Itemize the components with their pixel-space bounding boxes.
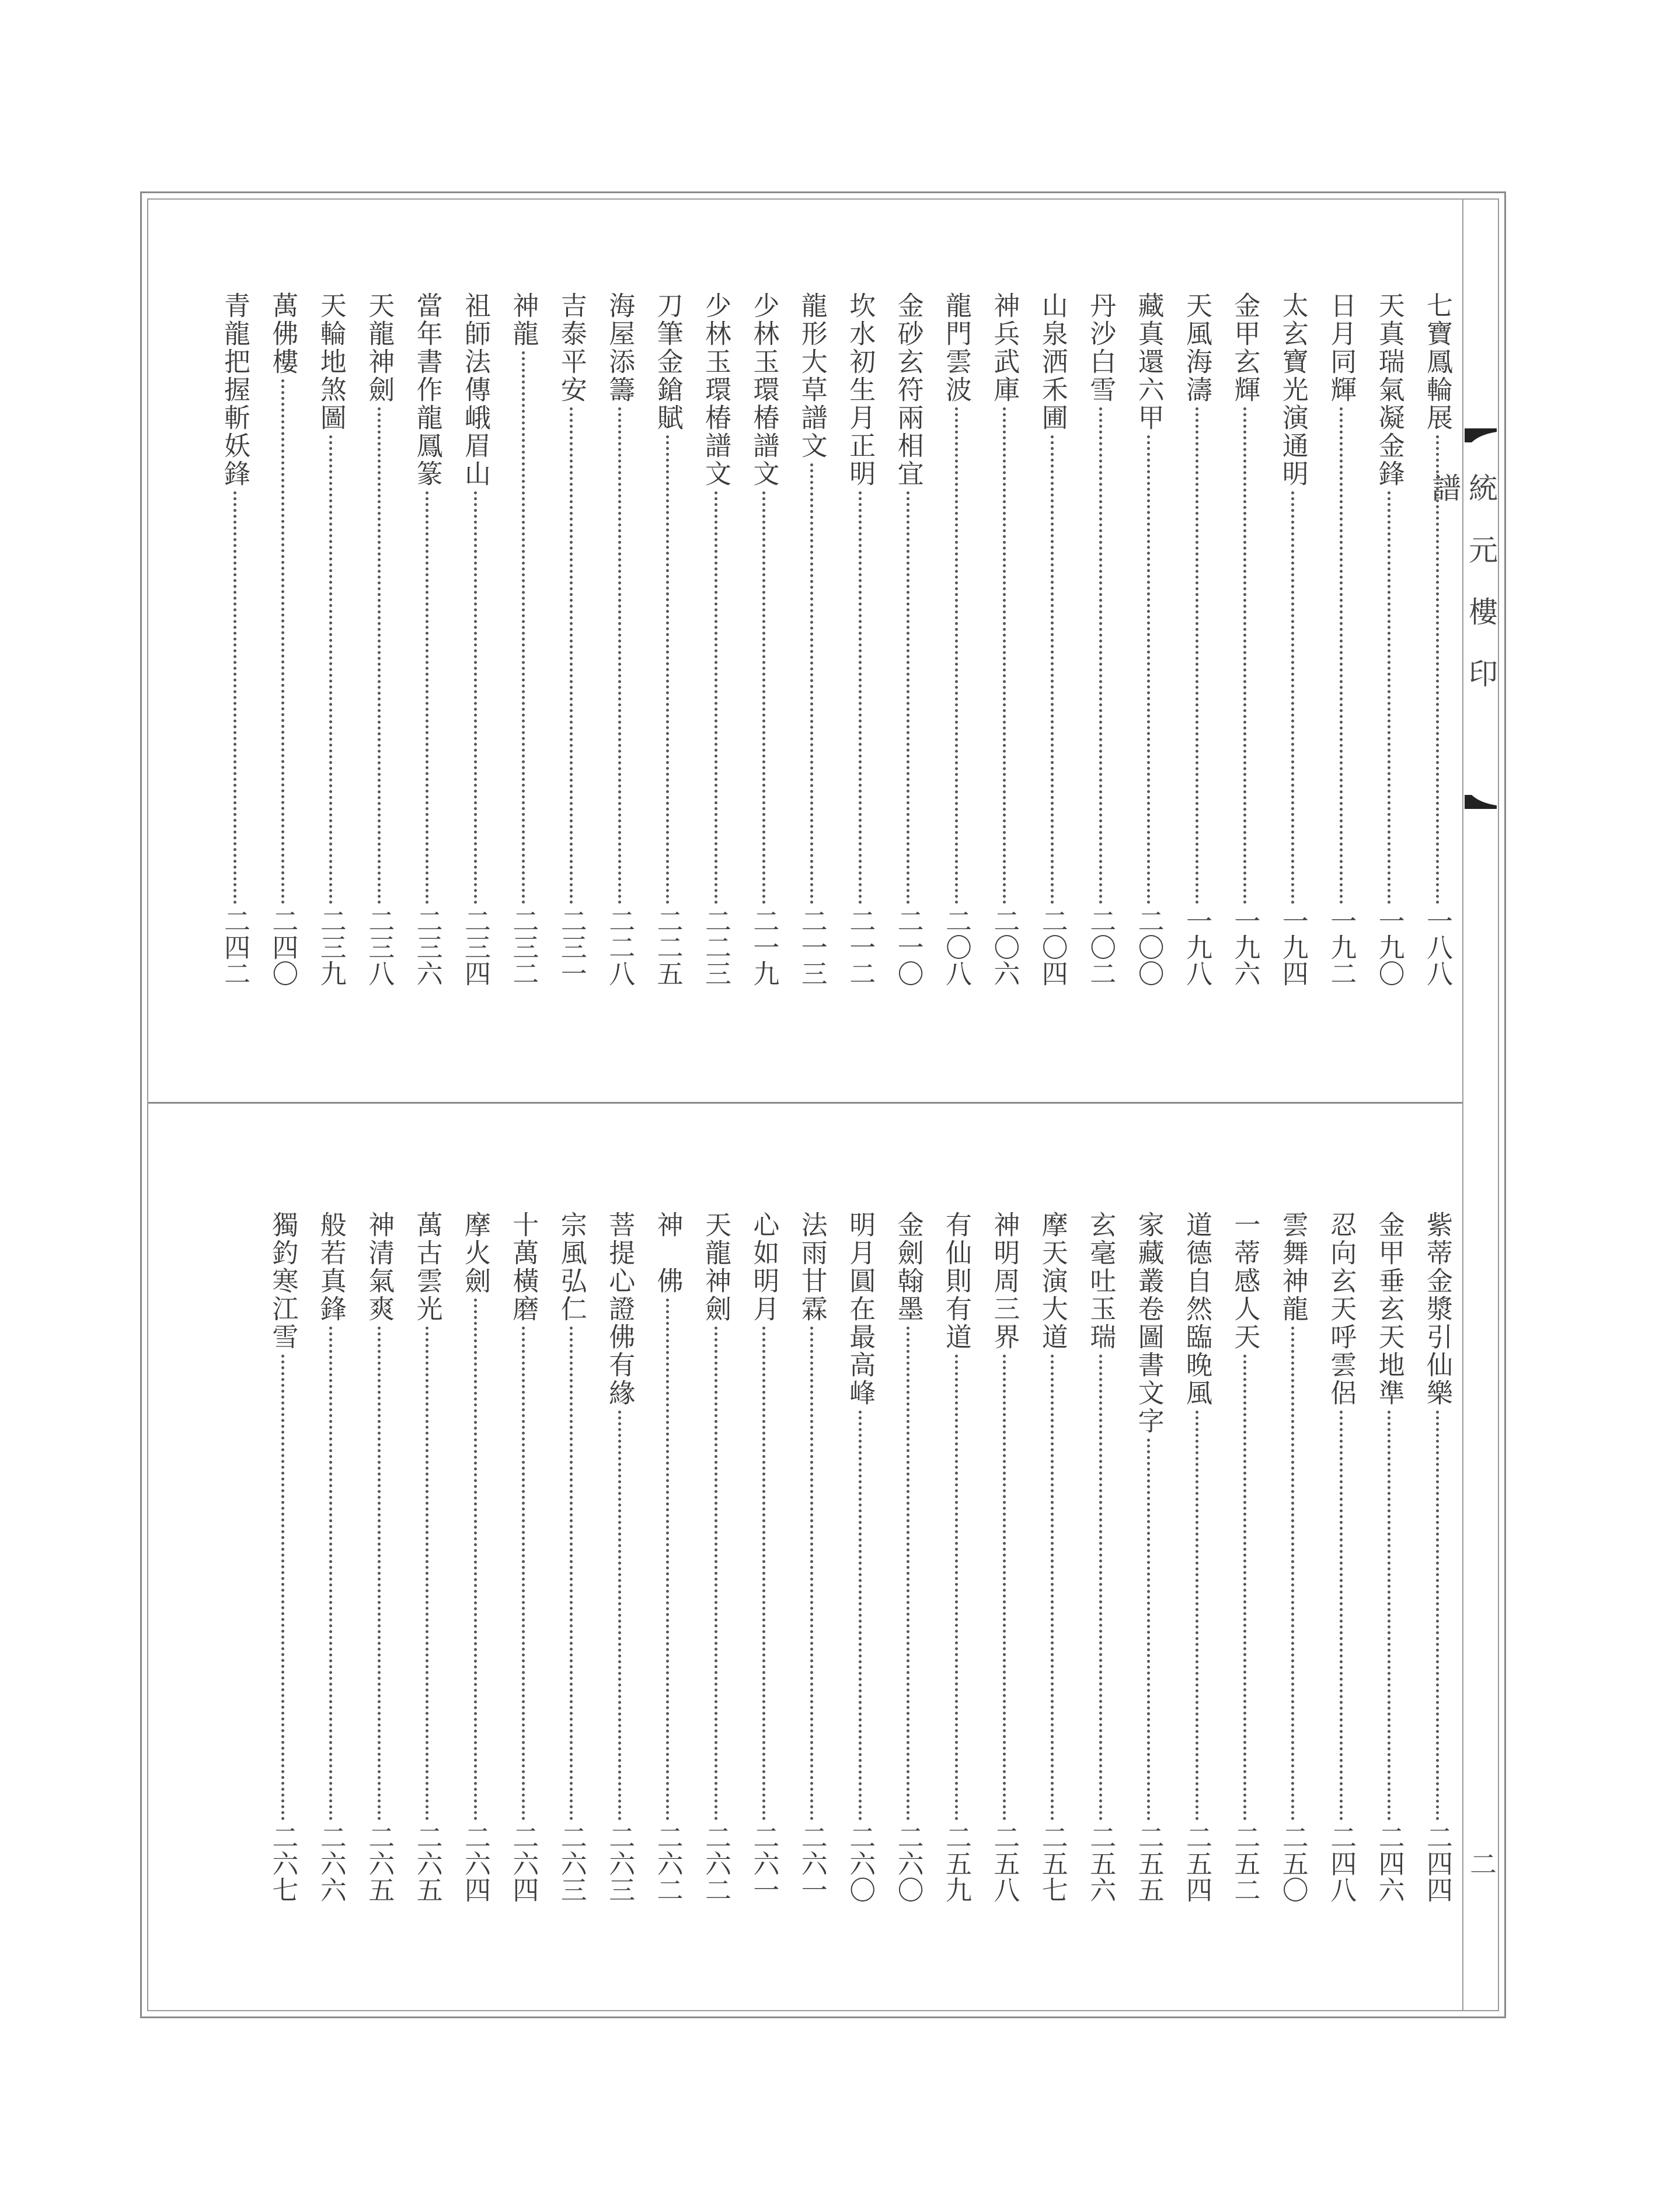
toc-entry [1375, 292, 1404, 986]
toc-entry-page: 二五〇 [1277, 1824, 1309, 1903]
toc-entry-title: 天龍神劍 [700, 1211, 731, 1323]
toc-entry-title: 祖師法傳峨眉山 [460, 292, 491, 488]
dot-leader [1051, 1355, 1054, 1820]
toc-entry [701, 1211, 730, 1903]
toc-entry-page: 二六五 [412, 1824, 443, 1903]
dot-leader [1340, 407, 1343, 904]
toc-entry [1134, 1211, 1163, 1903]
dot-leader [329, 1327, 332, 1820]
toc-entry-page: 二四六 [1374, 1824, 1405, 1903]
toc-entry [1086, 292, 1115, 986]
dot-leader [1243, 407, 1246, 904]
dot-leader [1147, 435, 1150, 904]
toc-entry [749, 1211, 778, 1903]
toc-entry-title: 日月同輝 [1326, 292, 1357, 404]
dot-leader [233, 491, 236, 904]
dot-leader [281, 1355, 284, 1820]
dot-leader [859, 1411, 862, 1820]
toc-entry [316, 292, 346, 986]
toc-entry [605, 292, 634, 986]
toc-entry-title: 龍形大草譜文 [796, 292, 828, 460]
toc-entry-title: 摩火劍 [460, 1211, 491, 1295]
toc-entry-title: 金砂玄符兩相宜 [893, 292, 924, 488]
toc-entry [413, 1211, 442, 1903]
page-number: 二 [1466, 1850, 1497, 1877]
toc-entry-page: 二一〇 [893, 908, 924, 986]
dot-leader [810, 463, 813, 904]
toc-entry [749, 292, 778, 986]
toc-entry-title: 吉泰平安 [556, 292, 587, 404]
toc-entry [461, 292, 490, 986]
toc-entry-title: 心如明月 [748, 1211, 780, 1323]
toc-entry [1375, 1211, 1404, 1903]
dot-leader [1388, 1411, 1390, 1820]
dot-leader [666, 435, 669, 904]
toc-entry-page: 二六七 [267, 1824, 299, 1903]
dot-leader [762, 491, 765, 904]
toc-entry-page: 二〇八 [941, 908, 972, 986]
toc-entry [1182, 292, 1211, 986]
toc-entry-title: 刀筆金鎗賦 [652, 292, 684, 432]
toc-entry-page: 二四四 [1422, 1824, 1453, 1903]
toc-entry [845, 292, 874, 986]
dot-leader [426, 1327, 428, 1820]
toc-entry-title: 天真瑞氣凝金鋒 [1374, 292, 1405, 488]
toc-entry-title: 獨釣寒江雪 [267, 1211, 299, 1351]
toc-entry-title: 菩提心證佛有緣 [604, 1211, 636, 1407]
dot-leader [522, 351, 525, 904]
toc-entry [413, 292, 442, 986]
toc-entry-title: 當年書作龍鳳篆 [412, 292, 443, 488]
toc-entry-title: 藏真還六甲 [1133, 292, 1165, 432]
toc-entry-title: 明月圓在最高峰 [845, 1211, 876, 1407]
toc-entry-title: 神龍 [508, 292, 539, 348]
toc-entry-title: 七寶鳳輪展 [1422, 292, 1453, 432]
toc-entry [1423, 292, 1452, 986]
dot-leader [1436, 435, 1439, 904]
toc-entry-page: 二〇〇 [1133, 908, 1165, 986]
toc-entry [461, 1211, 490, 1903]
toc-entry [1278, 292, 1308, 986]
toc-entry-page: 一九二 [1326, 908, 1357, 986]
toc-entry [220, 292, 249, 986]
toc-entry [989, 1211, 1019, 1903]
toc-entry-title: 神清氣爽 [364, 1211, 395, 1323]
book-title: 統元樓印譜 [1427, 473, 1498, 720]
dot-leader [474, 491, 477, 904]
toc-entry-title: 有仙則有道 [941, 1211, 972, 1351]
toc-entry-page: 二三八 [364, 908, 395, 986]
dot-leader [762, 1327, 765, 1820]
toc-entry-title: 龍門雲波 [941, 292, 972, 404]
dot-leader [522, 1327, 525, 1820]
toc-entry [894, 292, 923, 986]
toc-entry [316, 1211, 346, 1903]
toc-entry [797, 292, 827, 986]
toc-entry [268, 292, 297, 986]
dot-leader [1147, 1439, 1150, 1820]
toc-entry-page: 二五七 [1037, 1824, 1068, 1903]
toc-entry-page: 二五四 [1181, 1824, 1212, 1903]
dot-leader [281, 379, 284, 904]
dot-leader [859, 491, 862, 904]
toc-entry [1230, 292, 1259, 986]
toc-entry-page: 二六四 [508, 1824, 539, 1903]
toc-entry-page: 二五八 [989, 1824, 1020, 1903]
toc-entry-title: 天龍神劍 [364, 292, 395, 404]
toc-entry [989, 292, 1019, 986]
dot-leader [715, 1327, 717, 1820]
toc-entry [1038, 1211, 1067, 1903]
toc-entry [268, 1211, 297, 1903]
dot-leader [378, 407, 381, 904]
bracket-bottom-icon [1462, 793, 1499, 811]
toc-entry-page: 二三九 [315, 908, 347, 986]
toc-entry-page: 二六三 [604, 1824, 636, 1903]
toc-entry-title: 般若真鋒 [315, 1211, 347, 1323]
toc-entry-title: 十萬橫磨 [508, 1211, 539, 1323]
toc-entry-page: 二六一 [748, 1824, 780, 1903]
book-title-cartouche [1427, 426, 1499, 811]
toc-entry-title: 坎水初生月正明 [845, 292, 876, 488]
dot-leader [1243, 1355, 1246, 1820]
toc-entry [1086, 1211, 1115, 1903]
dot-leader [955, 1355, 958, 1820]
toc-entry-title: 法雨甘霖 [796, 1211, 828, 1323]
toc-entry-page: 二一九 [748, 908, 780, 986]
dot-leader [378, 1327, 381, 1820]
toc-entry-title: 紫蒂金漿引仙樂 [1422, 1211, 1453, 1407]
dot-leader [618, 1411, 621, 1820]
toc-entry-page: 一九八 [1181, 908, 1212, 986]
toc-entry [894, 1211, 923, 1903]
dot-leader [426, 491, 428, 904]
toc-entry [942, 1211, 971, 1903]
toc-entry-title: 忍向玄天呼雲侶 [1326, 1211, 1357, 1407]
toc-entry-page: 二二五 [652, 908, 684, 986]
toc-entry-page: 二五二 [1229, 1824, 1261, 1903]
toc-entry-page: 二三一 [556, 908, 587, 986]
toc-entry-page: 二六一 [796, 1824, 828, 1903]
toc-entry [1038, 292, 1067, 986]
toc-entry [364, 1211, 393, 1903]
dot-leader [1196, 407, 1198, 904]
toc-entry [1326, 292, 1355, 986]
toc-entry-page: 二〇六 [989, 908, 1020, 986]
toc-entry-title: 神兵武庫 [989, 292, 1020, 404]
toc-entry-title: 山泉洒禾圃 [1037, 292, 1068, 432]
toc-entry [605, 1211, 634, 1903]
toc-entry-title: 少林玉環椿譜文 [700, 292, 731, 488]
bracket-top-icon [1462, 426, 1499, 445]
toc-entry-title: 金劍翰墨 [893, 1211, 924, 1323]
toc-entry-page: 一九四 [1277, 908, 1309, 986]
toc-entry-page: 二六五 [364, 1824, 395, 1903]
toc-entry [557, 1211, 586, 1903]
toc-entry-title: 少林玉環椿譜文 [748, 292, 780, 488]
toc-entry-title: 一蒂感人天 [1229, 1211, 1261, 1351]
toc-entry-title: 太玄寶光演通明 [1277, 292, 1309, 488]
toc-entry-page: 二六三 [556, 1824, 587, 1903]
toc-entry-title: 玄毫吐玉瑞 [1085, 1211, 1117, 1351]
toc-entry-page: 二四二 [219, 908, 250, 986]
toc-entry [942, 292, 971, 986]
toc-entry-page: 二三二 [508, 908, 539, 986]
toc-entry-title: 天風海濤 [1181, 292, 1212, 404]
toc-entry-page: 二六〇 [845, 1824, 876, 1903]
dot-leader [570, 1327, 573, 1820]
dot-leader [907, 491, 909, 904]
toc-entry-title: 宗風弘仁 [556, 1211, 587, 1323]
toc-entry-title: 雲舞神龍 [1277, 1211, 1309, 1323]
dot-leader [570, 407, 573, 904]
toc-entry-page: 二一三 [796, 908, 828, 986]
toc-entry-title: 神 佛 [652, 1211, 684, 1295]
dot-leader [1003, 1355, 1006, 1820]
toc-entry [653, 292, 682, 986]
dot-leader [618, 407, 621, 904]
dot-leader [1099, 407, 1102, 904]
dot-leader [1340, 1411, 1343, 1820]
toc-entry [1326, 1211, 1355, 1903]
toc-entry-title: 神明周三界 [989, 1211, 1020, 1351]
toc-entry-title: 摩天演大道 [1037, 1211, 1068, 1351]
dot-leader [715, 491, 717, 904]
dot-leader [1051, 435, 1054, 904]
dot-leader [810, 1327, 813, 1820]
toc-entry [1134, 292, 1163, 986]
toc-entry [508, 1211, 538, 1903]
toc-entry-page: 二六〇 [893, 1824, 924, 1903]
toc-entry-page: 二四〇 [267, 908, 299, 986]
toc-entry-page: 一九六 [1229, 908, 1261, 986]
toc-entry-page: 二二三 [700, 908, 731, 986]
dot-leader [1099, 1355, 1102, 1820]
toc-entry-page: 二四八 [1326, 1824, 1357, 1903]
toc-entry-title: 金甲玄輝 [1229, 292, 1261, 404]
toc-entry-title: 萬佛樓 [267, 292, 299, 376]
toc-entry-page: 二二八 [604, 908, 636, 986]
toc-entry-page: 一八八 [1422, 908, 1453, 986]
dot-leader [1291, 1327, 1294, 1820]
section-divider [148, 1102, 1462, 1104]
toc-entry [1423, 1211, 1452, 1903]
toc-entry-page: 二六六 [315, 1824, 347, 1903]
toc-entry-page: 二一二 [845, 908, 876, 986]
toc-entry-page: 二六二 [700, 1824, 731, 1903]
toc-entry [1182, 1211, 1211, 1903]
toc-entry [364, 292, 393, 986]
toc-entry-page: 二六四 [460, 1824, 491, 1903]
toc-entry-title: 家藏叢卷圖書文字 [1133, 1211, 1165, 1435]
dot-leader [1291, 491, 1294, 904]
toc-entry-page: 二三四 [460, 908, 491, 986]
toc-entry-page: 二五五 [1133, 1824, 1165, 1903]
toc-entry-title: 萬古雲光 [412, 1211, 443, 1323]
dot-leader [1196, 1411, 1198, 1820]
toc-entry-title: 海屋添籌 [604, 292, 636, 404]
toc-entry [701, 292, 730, 986]
toc-entry [1230, 1211, 1259, 1903]
dot-leader [907, 1327, 909, 1820]
toc-entry [797, 1211, 827, 1903]
toc-entry-page: 二三六 [412, 908, 443, 986]
toc-entry [845, 1211, 874, 1903]
dot-leader [1436, 1411, 1439, 1820]
dot-leader [666, 1299, 669, 1820]
toc-entry-page: 二〇二 [1085, 908, 1117, 986]
toc-entry [1278, 1211, 1308, 1903]
toc-entry-title: 天輪地煞圖 [315, 292, 347, 432]
dot-leader [329, 435, 332, 904]
dot-leader [1388, 491, 1390, 904]
toc-entry [653, 1211, 682, 1903]
toc-entry-page: 二六二 [652, 1824, 684, 1903]
toc-entry-title: 青龍把握斬妖鋒 [219, 292, 250, 488]
dot-leader [955, 407, 958, 904]
dot-leader [474, 1299, 477, 1820]
toc-entry [508, 292, 538, 986]
toc-entry [557, 292, 586, 986]
toc-entry-page: 二五九 [941, 1824, 972, 1903]
toc-entry-title: 金甲垂玄天地準 [1374, 1211, 1405, 1407]
toc-entry-page: 二五六 [1085, 1824, 1117, 1903]
toc-entry-title: 道德自然臨晚風 [1181, 1211, 1212, 1407]
toc-entry-page: 一九〇 [1374, 908, 1405, 986]
dot-leader [1003, 407, 1006, 904]
toc-entry-page: 二〇四 [1037, 908, 1068, 986]
toc-entry-title: 丹沙白雪 [1085, 292, 1117, 404]
